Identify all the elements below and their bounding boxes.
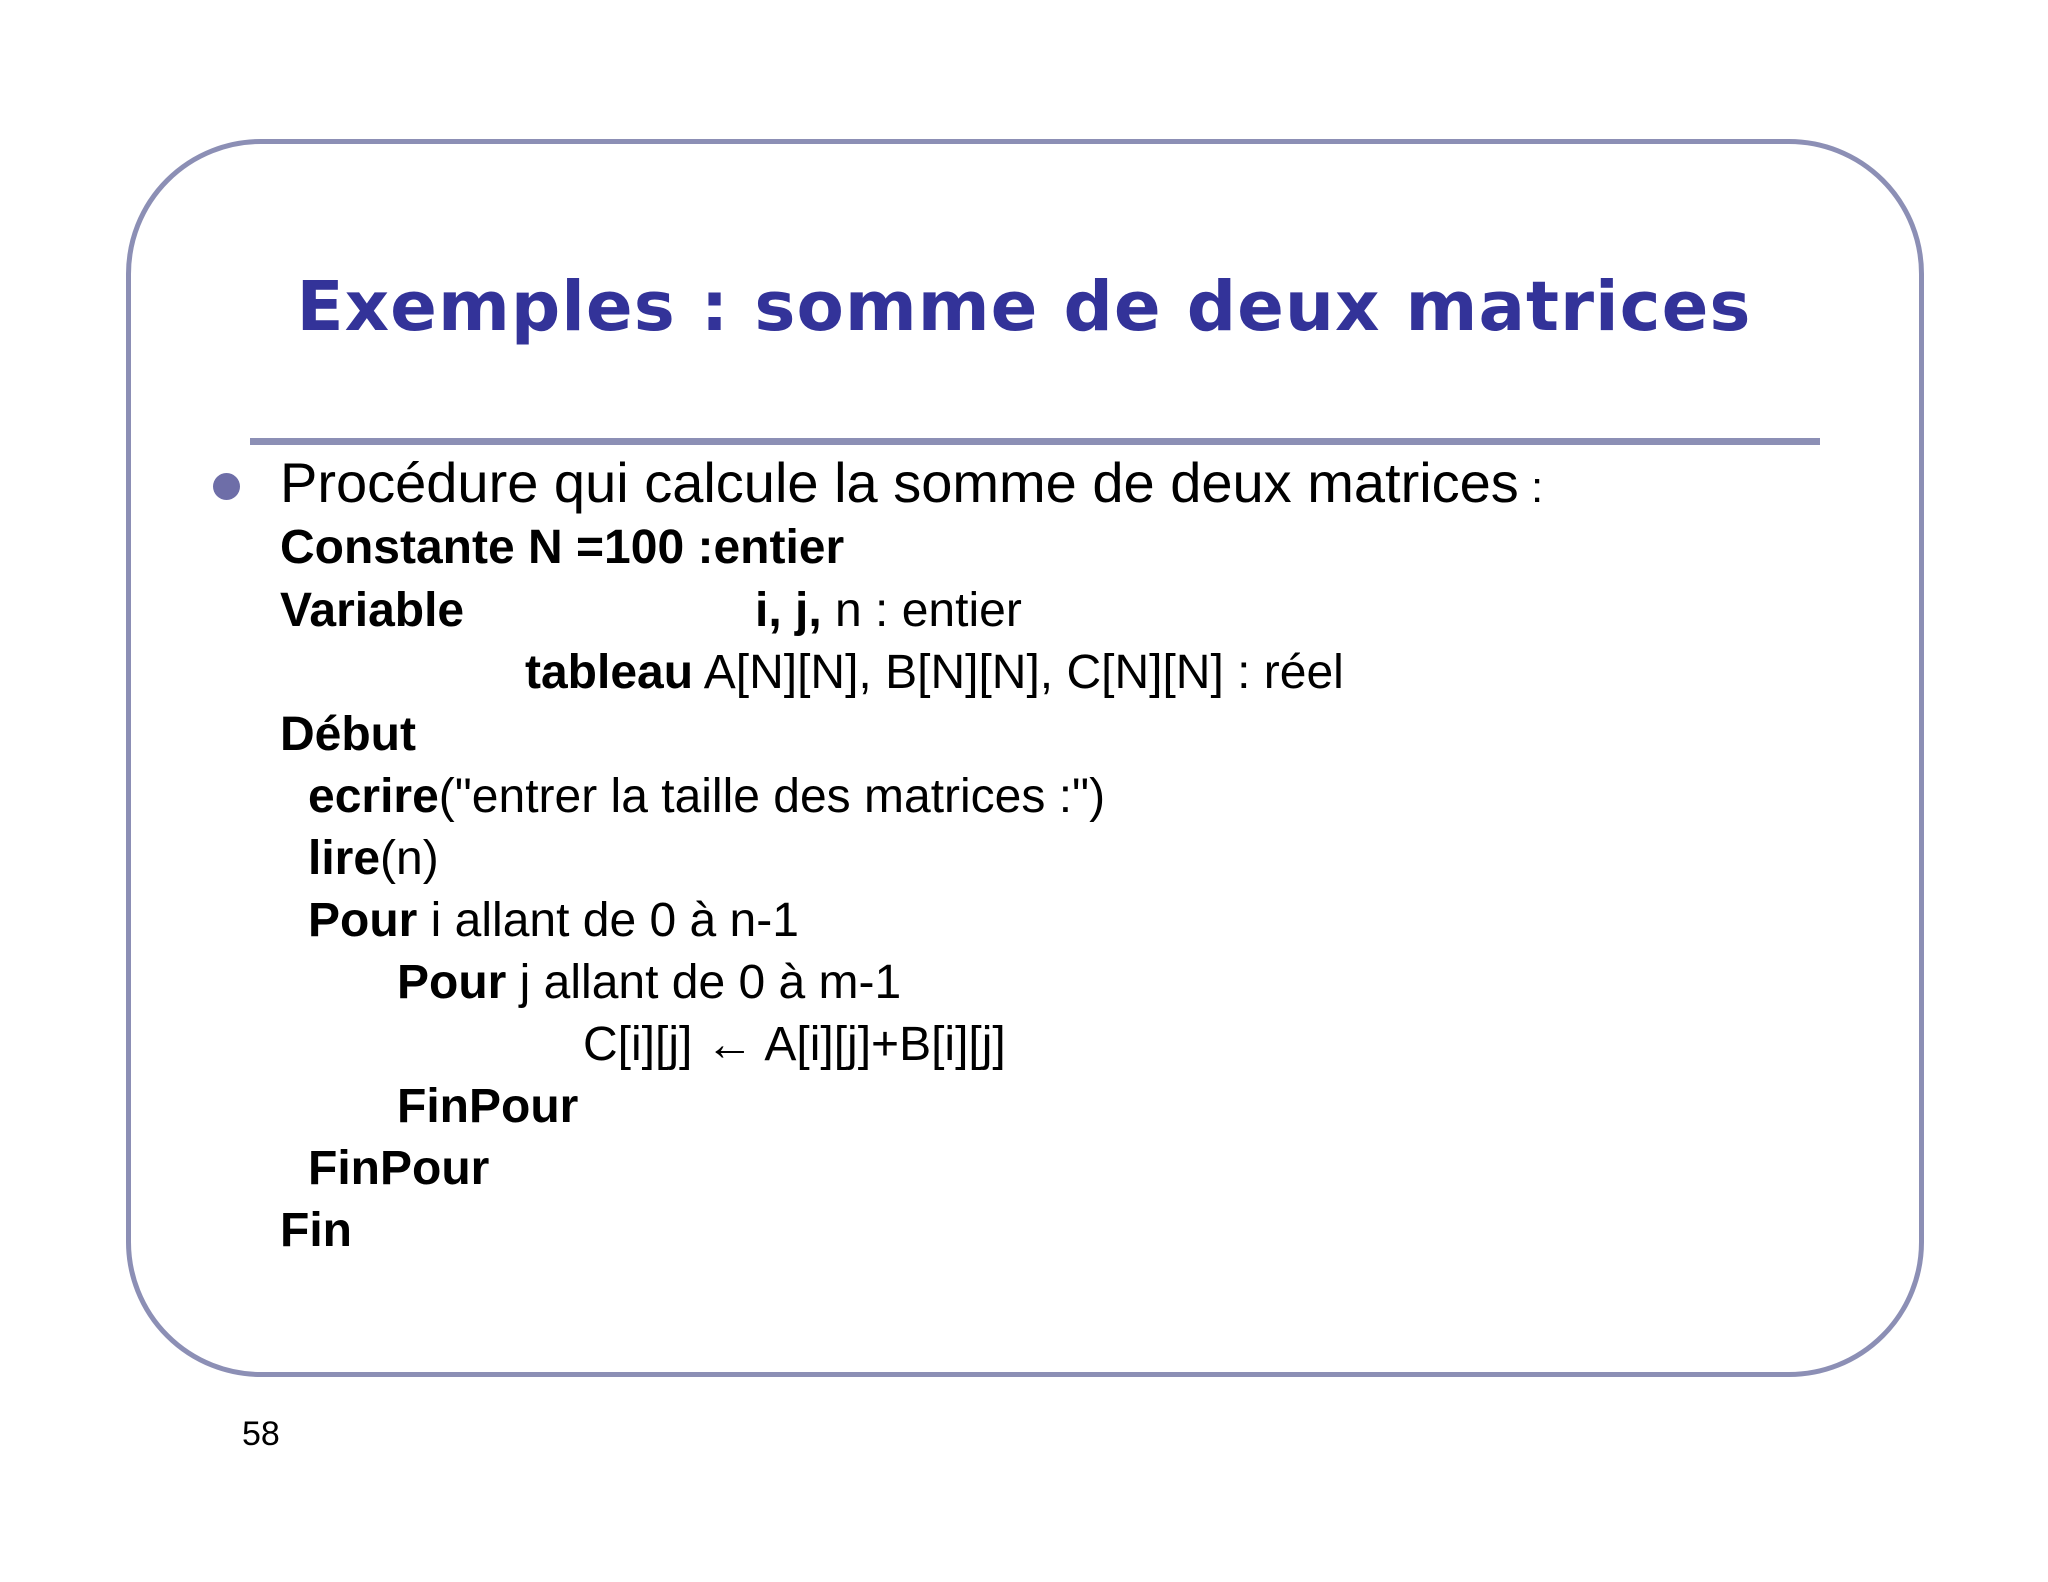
- pour-j-range: j allant de 0 à m-1: [506, 956, 902, 1009]
- code-line-fin: Fin: [280, 1204, 352, 1257]
- bullet-text: Procédure qui calcule la somme de deux matrices: [280, 451, 1519, 514]
- page-number: 58: [242, 1415, 280, 1453]
- ecrire-args: ("entrer la taille des matrices :"): [438, 770, 1106, 823]
- bullet-dot-icon: [213, 473, 240, 500]
- code-line-ecrire: [308, 766, 1105, 828]
- code-line-variable: [280, 580, 464, 642]
- keyword-ij: i, j,: [755, 584, 822, 637]
- code-line-constante: Constante N =100 :entier: [280, 521, 845, 574]
- code-line-debut: Début: [280, 708, 416, 761]
- bullet-colon: :: [1518, 463, 1544, 512]
- keyword-pour-j: Pour: [397, 956, 507, 1009]
- keyword-lire: lire: [308, 832, 381, 885]
- keyword-ecrire: ecrire: [308, 770, 439, 823]
- keyword-tableau: tableau: [525, 646, 694, 699]
- title-divider: [250, 438, 1820, 445]
- pour-i-range: i allant de 0 à n-1: [417, 894, 799, 947]
- code-line-lire: [308, 828, 439, 890]
- code-line-tableau: [525, 642, 1344, 704]
- bullet-item: [280, 448, 1543, 523]
- code-line-pour-i: [308, 890, 799, 952]
- code-line-variable-decl: [755, 580, 1022, 642]
- lire-args: (n): [380, 832, 439, 885]
- code-line-finpour-inner: FinPour: [397, 1080, 579, 1133]
- code-line-pour-j: [397, 952, 901, 1014]
- keyword-variable: Variable: [280, 584, 465, 637]
- tableau-decl-text: A[N][N], B[N][N], C[N][N] : réel: [693, 646, 1344, 699]
- code-line-finpour-outer: FinPour: [308, 1142, 490, 1195]
- variable-decl-text: n : entier: [821, 584, 1022, 637]
- keyword-pour-i: Pour: [308, 894, 418, 947]
- code-line-assignment: C[i][j] ← A[i][j]+B[i][j]: [583, 1018, 1006, 1071]
- slide-title: Exemples : somme de deux matrices: [296, 267, 1752, 347]
